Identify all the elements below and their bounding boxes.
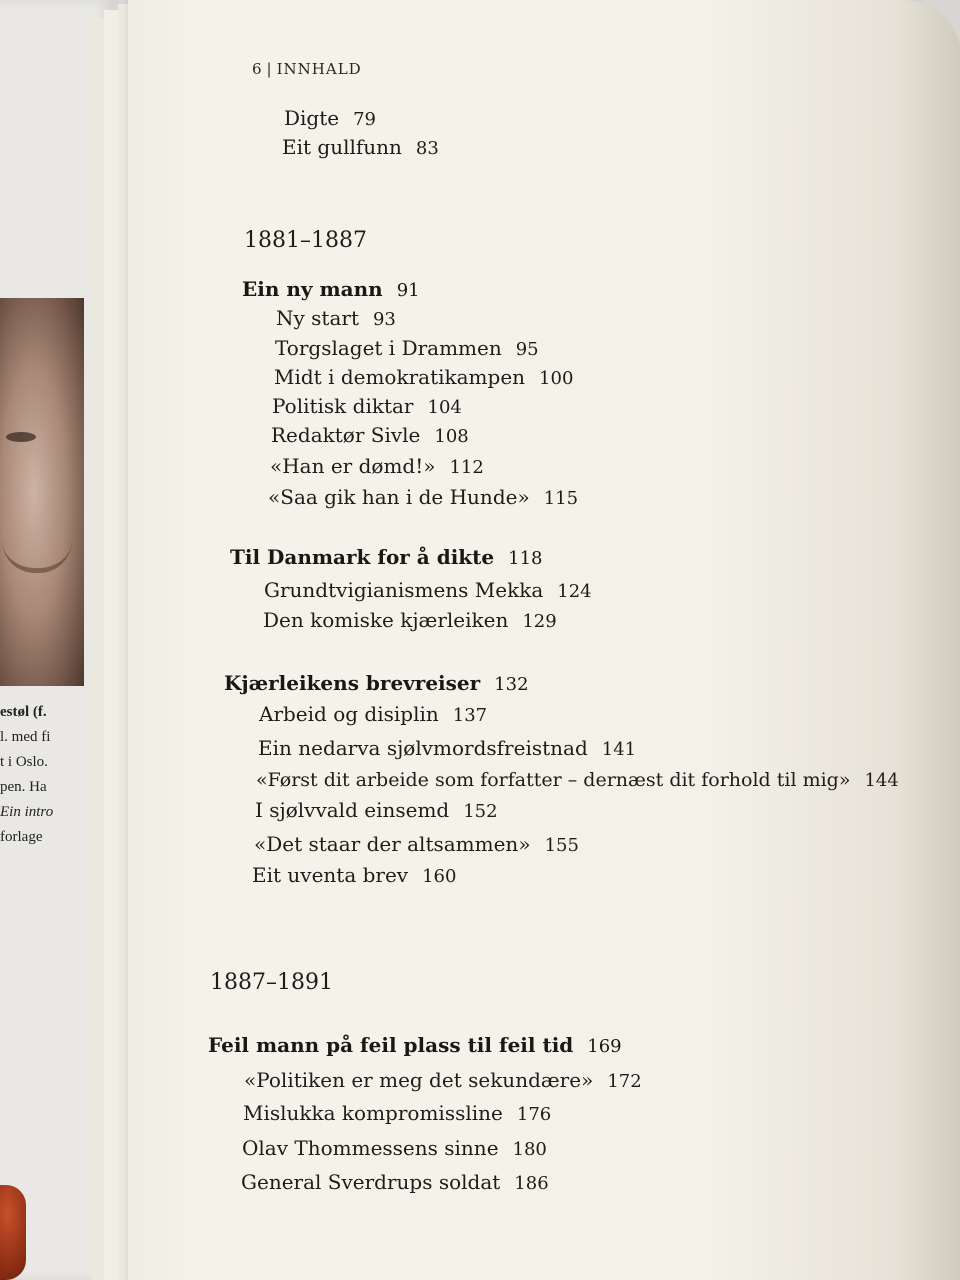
- toc-item-title: Eit gullfunn: [282, 135, 402, 159]
- toc-item: [268, 485, 578, 509]
- toc-item-title: Grundtvigianismens Mekka: [264, 578, 544, 602]
- toc-item: [284, 106, 376, 130]
- toc-chapter-page: 118: [508, 548, 543, 569]
- toc-item-title: «Politiken er meg det sekundære»: [244, 1068, 594, 1092]
- page-number: 6: [252, 60, 263, 78]
- toc-item-page: 129: [522, 611, 557, 632]
- toc-item-title: Arbeid og disiplin: [259, 702, 439, 726]
- toc-item-page: 79: [353, 109, 377, 130]
- toc-item-page: 176: [516, 1104, 552, 1125]
- caption-line: estøl (f.: [0, 704, 47, 720]
- toc-item: [252, 863, 456, 887]
- toc-item-title: Torgslaget i Drammen: [275, 336, 502, 360]
- toc-item: [282, 135, 439, 159]
- toc-item-title: Ein nedarva sjølvmordsfreistnad: [258, 736, 588, 760]
- toc-part-heading: 1881–1887: [244, 228, 367, 253]
- toc-item-page: 137: [452, 705, 488, 726]
- toc-item: [264, 578, 592, 602]
- toc-item: [258, 736, 636, 760]
- toc-item: [270, 454, 484, 478]
- header-separator: |: [266, 60, 273, 78]
- toc-item-title: Eit uventa brev: [252, 863, 409, 887]
- toc-item-title: Ny start: [276, 306, 359, 330]
- toc-item-page: 144: [864, 770, 899, 791]
- toc-item: [259, 702, 487, 726]
- toc-item-page: 160: [422, 866, 457, 887]
- toc-item-title: Midt i demokratikampen: [274, 365, 526, 389]
- toc-chapter-page: 132: [494, 674, 529, 695]
- toc-item-title: I sjølvvald einsemd: [255, 798, 450, 822]
- toc-chapter: [230, 545, 543, 569]
- toc-item-page: 152: [463, 801, 498, 822]
- toc-chapter-title: Feil mann på feil plass til feil tid: [208, 1033, 574, 1057]
- toc-chapter-page: 91: [396, 280, 420, 301]
- toc-item: [255, 798, 498, 822]
- toc-item-page: 104: [427, 397, 462, 418]
- toc-item-page: 186: [514, 1173, 549, 1194]
- toc-item-page: 155: [544, 835, 579, 856]
- caption-line: forlage: [0, 829, 43, 845]
- toc-chapter: [242, 277, 420, 301]
- caption-line: t i Oslo.: [0, 754, 48, 770]
- toc-item: [275, 336, 539, 360]
- caption-line: pen. Ha: [0, 779, 47, 795]
- caption-line: Ein intro: [0, 804, 54, 820]
- header-title: INNHALD: [276, 60, 362, 78]
- toc-item-page: 172: [607, 1071, 642, 1092]
- toc-item-title: «Saa gik han i de Hunde»: [268, 485, 530, 509]
- toc-item-page: 141: [601, 739, 637, 760]
- toc-chapter: [208, 1033, 622, 1057]
- toc-item-title: «Først dit arbeide som forfatter – dernæst dit forhold til mig»: [256, 769, 851, 791]
- toc-item-title: Mislukka kompromissline: [243, 1101, 503, 1125]
- toc-item-page: 115: [543, 488, 579, 509]
- toc-chapter-title: Til Danmark for å dikte: [230, 545, 495, 569]
- toc-item-title: Den komiske kjærleiken: [263, 608, 509, 632]
- toc-item-title: General Sverdrups soldat: [241, 1170, 501, 1194]
- toc-chapter-title: Kjærleikens brevreiser: [224, 671, 481, 695]
- toc-item-page: 108: [434, 426, 469, 447]
- toc-item: [263, 608, 557, 632]
- toc-chapter: [224, 671, 529, 695]
- toc-item-page: 112: [449, 457, 484, 478]
- toc-item-page: 100: [539, 368, 574, 389]
- toc-item: [271, 423, 469, 447]
- toc-item: [254, 832, 579, 856]
- toc-item-page: 124: [557, 581, 592, 602]
- toc-item-title: «Han er dømd!»: [270, 454, 436, 478]
- toc-item: [272, 394, 462, 418]
- toc-chapter-page: 169: [587, 1036, 622, 1057]
- toc-chapter-title: Ein ny mann: [242, 277, 383, 301]
- toc-item-page: 83: [415, 138, 439, 159]
- toc-item-title: Olav Thommessens sinne: [242, 1136, 499, 1160]
- running-header: [252, 60, 362, 78]
- toc-item-title: Politisk diktar: [272, 394, 414, 418]
- toc-item-page: 95: [515, 339, 539, 360]
- toc-item: [242, 1136, 547, 1160]
- toc-item: [274, 365, 573, 389]
- toc-item: [243, 1101, 551, 1125]
- toc-item-title: «Det staar der altsammen»: [254, 832, 531, 856]
- toc-item-page: 180: [512, 1139, 547, 1160]
- toc-item: [244, 1068, 642, 1092]
- toc-item-page: 93: [372, 309, 396, 330]
- toc-item: [256, 769, 899, 791]
- toc-item: [276, 306, 396, 330]
- toc-item: [241, 1170, 549, 1194]
- toc-item-title: Redaktør Sivle: [271, 423, 421, 447]
- caption-line: l. med fi: [0, 729, 51, 745]
- toc-item-title: Digte: [284, 106, 340, 130]
- toc-part-heading: 1887–1891: [210, 970, 333, 995]
